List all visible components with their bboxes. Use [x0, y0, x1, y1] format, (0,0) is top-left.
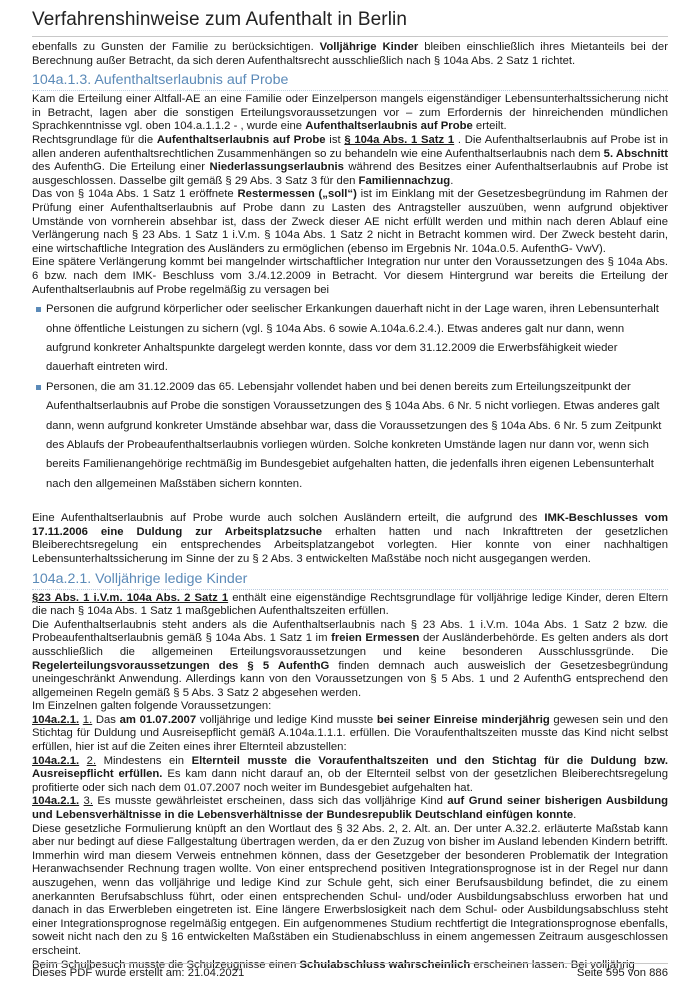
law-reference-link[interactable]: §23 Abs. 1 i.V.m. 104a Abs. 2 Satz 1 [32, 591, 229, 604]
paragraph-ermessen: Die Aufenthaltserlaubnis steht anders als die Aufenthaltserlaubnis nach § 23 Abs. 1 i.V.m. 104a Abs. 1 Satz 2 bzw. die Probeaufenthaltserlaubnis gemäß § 104a Abs. 1 Satz 1 im freien Ermessen der Ausländerbehörde. Es gelten anders als dort ausschließlich die allgemeinen Erteilungsvoraussetzungen und keine besonderen Ausschlussgründe. Die Regelerteilungsvoraussetzungen des § 5 AufenthG finden demnach auch ausweislich der Gesetzesbegründung uneingeschränkt Anwendung. Allerdings kann von den Voraussetzungen von § 5 Abs. 1 und 2 AufenthG entsprechend den allgemeinen Regeln gemäß § 5 Abs. 3 Satz 2 abgesehen werden. [32, 618, 669, 699]
header-divider [32, 36, 668, 37]
paragraph-rechtsgrundlage-kinder: §23 Abs. 1 i.V.m. 104a Abs. 2 Satz 1 enthält eine eigenständige Rechtsgrundlage für volljährige ledige Kinder, deren Eltern die nach § 104a Abs. 1 Satz 1 maßgeblichen Aufenthaltszeiten erfüllen. [32, 591, 668, 618]
footer-page-number: Seite 595 von 886 [576, 967, 668, 979]
paragraph-schulbesuch: Beim Schulbesuch musste die Schulzeugnisse einen Schulabschluss wahrscheinlich erscheinen lassen. Bei volljährig [32, 958, 635, 971]
condition-2: 104a.2.1. 2. Mindestens ein Elternteil musste die Voraufenthaltszeiten und den Stichtag für die Duldung bzw. Ausreisepflicht erfüllen. Es kam dann nicht darauf an, ob der Elternteil selbst von der gesetzlichen Bleiberechtsregelung profitierte oder sich nach dem 01.07.2007 noch weiter im Bundesgebiet aufgehalten hat. [32, 754, 669, 794]
footer-divider [32, 963, 668, 964]
section-heading-kinder: 104a.2.1. Volljährige ledige Kinder [32, 571, 668, 590]
condition-1: 104a.2.1. 1. Das am 01.07.2007 volljährige und ledige Kind musste bei seiner Einreise minderjährig gewesen sein und den Stichtag für Duldung und Ausreisepflicht gemäß A.104a.1.1.1. erfüllen. Die Voraufenthaltszeiten musste das Kind nicht selbst erfüllen, hier ist auf die Zeiten eines ihrer Elternteil abzustellen: [32, 713, 668, 754]
paragraph-continuation: ebenfalls zu Gunsten der Familie zu berücksichtigen. Volljährige Kinder bleiben einschließlich ihres Mietanteils bei der Berechnung außer Betracht, da sich deren Aufenthaltsrecht ausschließlich nach § 104a Abs. 2 Satz 1 richtet. [32, 41, 668, 67]
list-item: Personen die aufgrund körperlicher oder seelischer Erkankungen dauerhaft nicht in der Lage waren, ihren Lebensunterhalt ohne öffentliche Leistungen zu sichern (vgl. § 104a Abs. 6 sowie A.104a.6.2.4.). Etwas anderes galt nur dann, wenn aufgrund konkreter Anhaltspunkte dargelegt werden konnte, dass vor dem 31.12.2009 die Erwerbsfähigkeit wieder dauerhaft eintreten wird. [46, 300, 668, 378]
paragraph-integrationsprognose: Diese gesetzliche Formulierung knüpft an den Wortlaut des § 32 Abs. 2, 2. Alt. an. Der unter A.32.2. erläuterte Maßstab kann aber nur bedingt auf diese Fallgestaltung übertragen werden, da er den Zuzug von bisher im Ausland lebenden Kindern betrifft. Immerhin wird man diesem Verweis entnehmen können, dass der Gesetzgeber der besonderen Problematik der Integration Heranwachsender Rechnung tragen wollte. Von einer entsprechend positiven Integrationsprognose ist in der Regel nur dann auszugehen, wenn das volljährige und ledige Kind zur Schule geht, sich einer Berufsausbildung befindet, die zu einem anerkannten Berufsabschluss führt, oder einen entsprechenden Schul- und/oder Ausbildungsabschluss erworben hat und danach in das Erwerbleben eingetreten ist. Eine längere Erwerbslosigkeit nach dem Schul- oder Ausbildungsabschluss steht einer Integrationsprognose regelmäßig entgegen. Ein aufgenommenes Studium rechtfertigt die Integrationsprognose ebenfalls, soweit nicht nach den zu § 16 entwickelten Maßstäben ein Studienabschluss in einem angemessen Zeitraum ausgeschlossen erscheint. [32, 822, 668, 957]
section-heading-probe: 104a.1.3. Aufenthaltserlaubnis auf Probe [32, 72, 668, 91]
condition-3: 104a.2.1. 3. Es musste gewährleistet erscheinen, dass sich das volljährige Kind auf Grund seiner bisherigen Ausbildung und Lebensverhältnisse in die Lebensverhältnisse der Bundesrepublik Deutschland einfügen konnte. [32, 795, 668, 822]
section-ref-link[interactable]: 104a.2.1. [32, 754, 80, 767]
document-body [32, 41, 668, 972]
paragraph-verlaengerung: Eine spätere Verlängerung kommt bei mangelnder wirtschaftlicher Integration nur unter den Voraussetzungen des § 104a Abs. 6 bzw. nach dem IMK- Beschluss vom 3./4.12.2009 in Betracht. Vor diesem Hintergrund war bereits die Erteilung der Aufenthaltserlaubnis auf Probe regelmäßig zu versagen bei [32, 256, 668, 296]
section-ref-link[interactable]: 104a.2.1. [32, 795, 80, 808]
paragraph-rechtsgrundlage: Rechtsgrundlage für die Aufenthaltserlaubnis auf Probe ist § 104a Abs. 1 Satz 1 . Die Aufenthaltserlaubnis auf Probe ist in allen anderen aufenthaltsrechtlichen Zusammenhängen so zu behandeln wie eine Aufenthaltserlaubnis nach dem 5. Abschnitt des AufenthG. Die Erteilung einer Niederlassungserlaubnis während des Besitzes einer Aufenthaltserlaubnis auf Probe ist ausgeschlossen. Dasselbe gilt gemäß § 29 Abs. 3 Satz 3 für den Familiennachzug. [32, 133, 669, 187]
paragraph-imk-beschluss: Eine Aufenthaltserlaubnis auf Probe wurde auch solchen Ausländern erteilt, die aufgrund des IMK-Beschlusses vom 17.11.2006 eine Duldung zur Arbeitsplatzsuche erhalten hatten und nach Inkrafttreten der gesetzlichen Bleiberechtsregelung ein entsprechendes Arbeitsplatzangebot vorlegten. Hier konnte von einer nachhaltigen Lebensunterhaltssicherung im Sinne der zu § 2 Abs. 3 entwickelten Maßstäbe noch nicht ausgegangen werden. [32, 512, 668, 565]
paragraph-restermessen: Das von § 104a Abs. 1 Satz 1 eröffnete Restermessen („soll“) ist im Einklang mit der Gesetzesbegründung im Rahmen der Prüfung einer Aufenthaltserlaubnis auf Probe dann zu Lasten des Antragsteller auszuüben, wenn aufgrund objektiver Umstände von vornherein absehbar ist, dass der Zweck dieser AE nicht erfüllt werden und mithin nach deren Ablauf eine Verlängerung nach § 23 Abs. 1 Satz 1 i.V.m. § 104a Abs. 1 Satz 2 nicht in Betracht kommen wird. Der Zweck besteht darin, eine wirtschaftliche Integration des Ausländers zu ermöglichen (ebenso im Ergebnis Nr. 104a.0.5. AufenthG- VwV). [32, 188, 668, 255]
paragraph-probe-intro: Kam die Erteilung einer Altfall-AE an eine Familie oder Einzelperson mangels eigenständiger Lebensunterhaltssicherung nicht in Betracht, lagen aber die sonstigen Erteilungsvoraussetzungen vor – zum Erfordernis der hinreichenden mündlichen Sprachkenntnisse vgl. oben 104.a.1.1.2 - , wurde eine Aufenthaltserlaubnis auf Probe erteilt. [32, 93, 668, 133]
footer-created-date: Dieses PDF wurde erstellt am: 21.04.2021 [32, 967, 245, 979]
law-reference-link[interactable]: § 104a Abs. 1 Satz 1 [344, 133, 455, 146]
list-item: Personen, die am 31.12.2009 das 65. Lebensjahr vollendet haben und bei denen bereits zum Erteilungszeitpunkt der Aufenthaltserlaubnis auf Probe die sonstigen Voraussetzungen des § 104a Abs. 6 Nr. 5 nicht vorliegen. Etwas anderes galt dann, wenn aufgrund konkreter Umstände absehbar war, dass die Voraussetzungen des § 104a Abs. 6 Nr. 5 zum Zeitpunkt des Ablaufs der Probeaufenthaltserlaubnis vorliegen würden. Solche konkreten Umstände lagen nur dann vor, wenn sich bereits Familienangehörige rechtmäßig im Bundesgebiet aufgehalten hatten, die jedenfalls ihren eigenen Lebensunterhalt nach den allgemeinen Maßstäben sichern konnten. [46, 378, 668, 494]
page-header-title: Verfahrenshinweise zum Aufenthalt in Berlin [32, 9, 408, 30]
bullet-list [32, 300, 668, 494]
paragraph-voraussetzungen: Im Einzelnen galten folgende Voraussetzungen: [32, 700, 272, 713]
section-ref-link[interactable]: 104a.2.1. [32, 713, 80, 726]
